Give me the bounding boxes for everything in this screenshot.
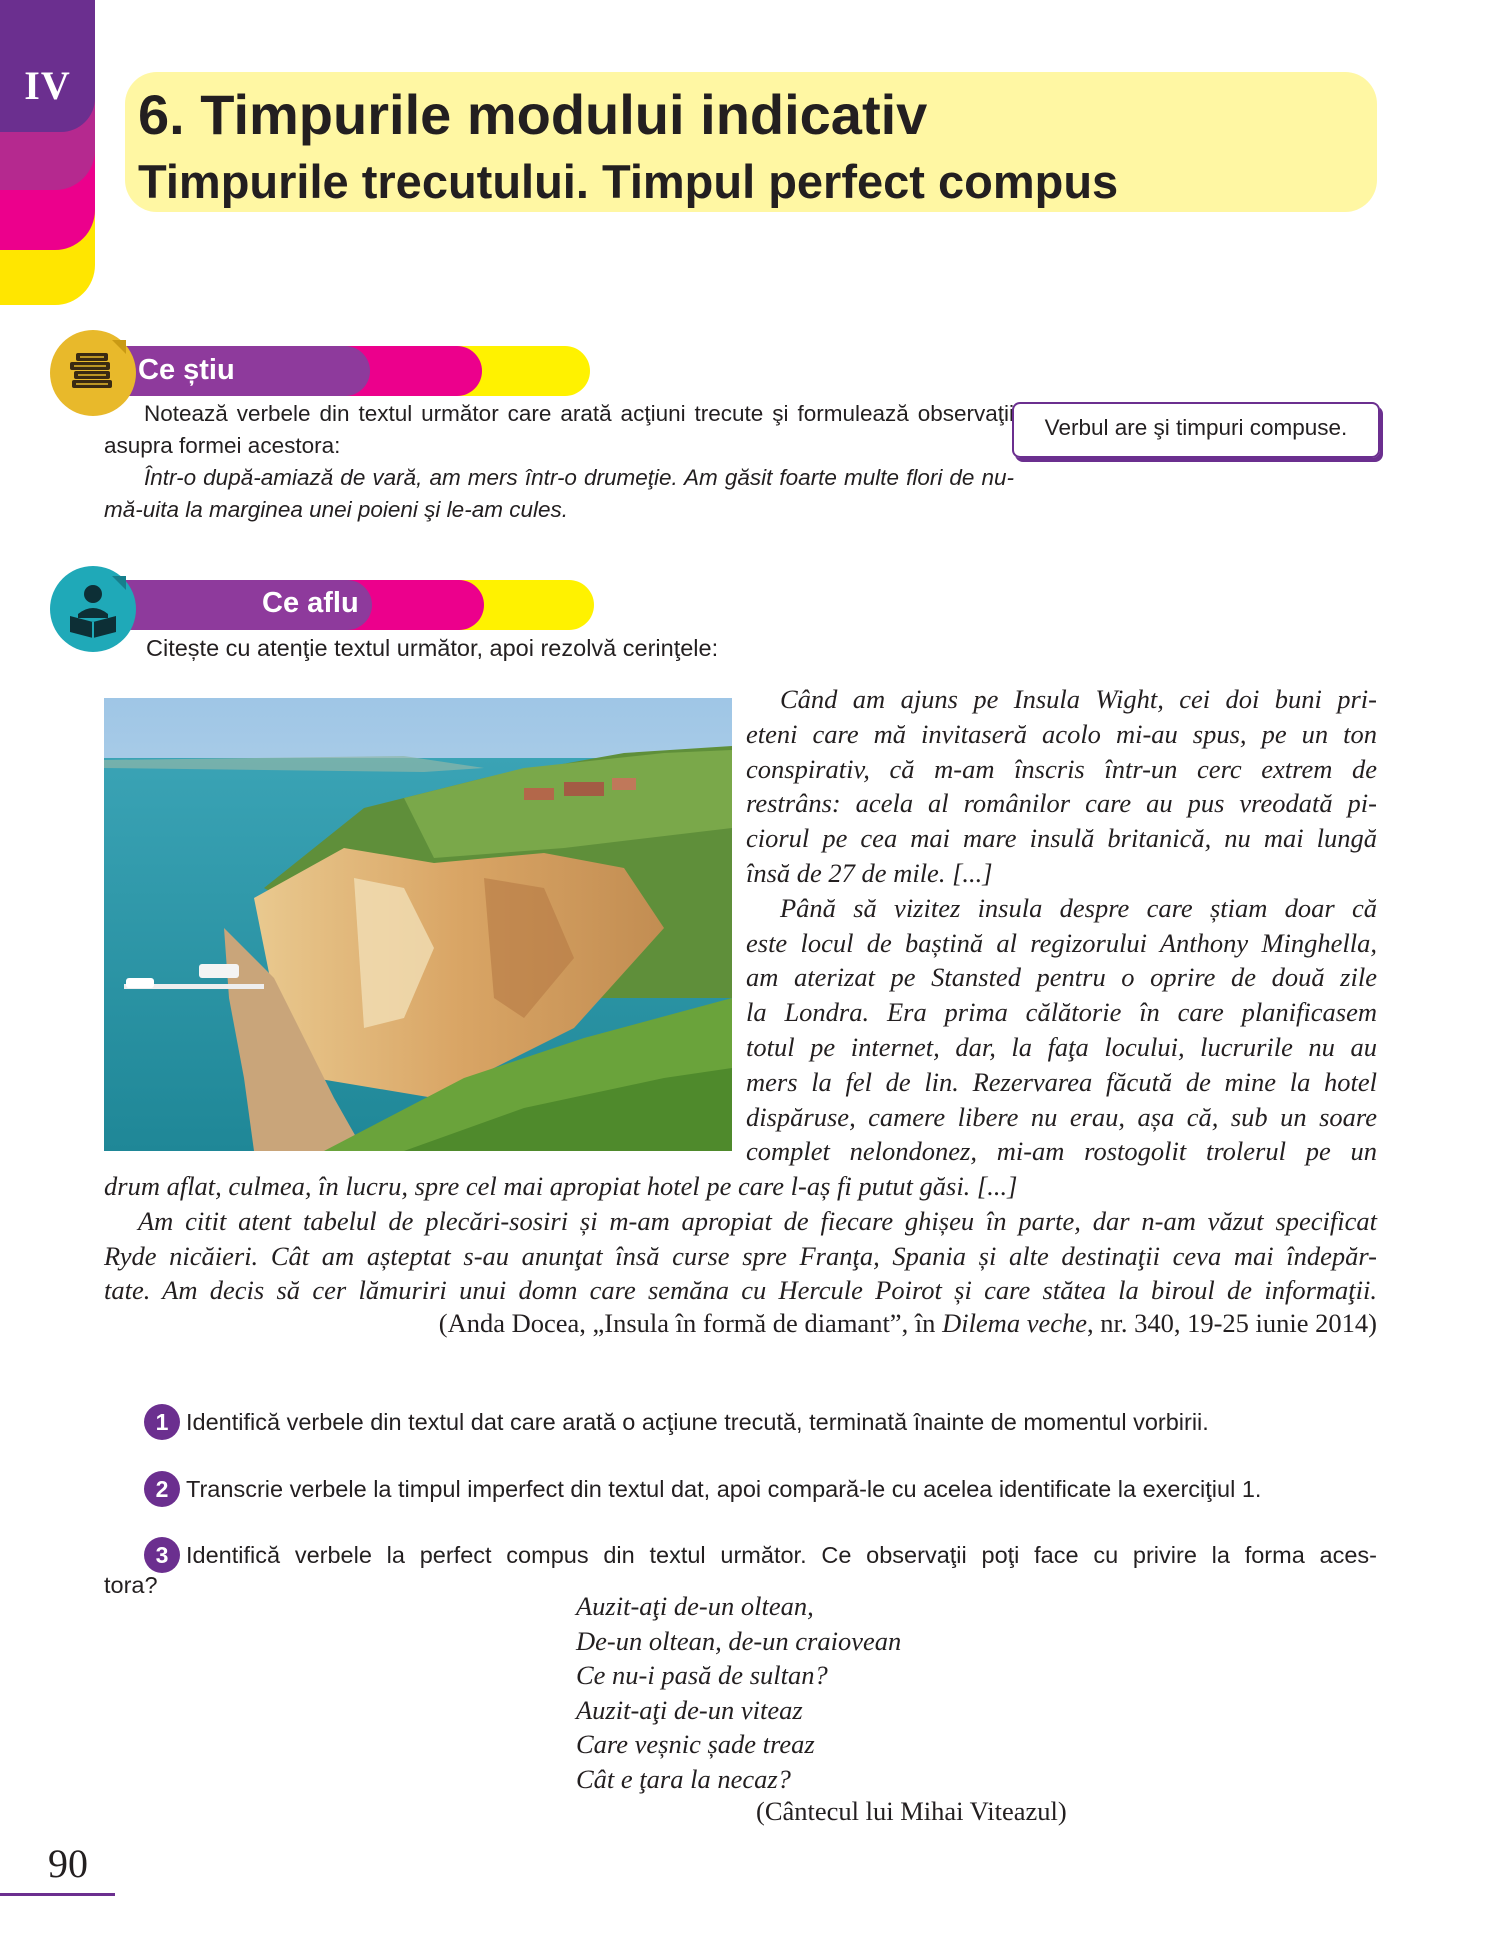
reading-line: la Londra. Era prima călătorie în care planificasem [746,997,1377,1028]
poem-line: Auzit-aţi de-un viteaz [576,1694,803,1725]
poem-line: De-un oltean, de-un craiovean [576,1625,902,1656]
reading-line: drum aflat, culmea, în lucru, spre cel mai apropiat hotel pe care l-aș fi putut găsi. [...] [104,1171,1018,1201]
citation-prefix: (Anda Docea, „Insula în formă de diamant”, în [438,1308,943,1338]
reading-line: restrâns: acela al românilor care au pus vreodată pi- [746,788,1377,819]
reading-line: complet nelondonez, mi-am rostogolit trolerul pe un [746,1136,1377,1167]
reading-line: am aterizat pe Stansted pentru o oprire de două zile [746,962,1377,993]
page-number: 90 [48,1841,88,1886]
citation-suffix: , nr. 340, 19-25 iunie 2014) [1087,1308,1377,1338]
reading-line: ciorul pe cea mai mare insulă britanică, nu mai lungă [746,823,1377,854]
poem [576,1589,901,1797]
reading-line: mers la fel de lin. Rezervarea făcută de mine la hotel [746,1066,1377,1097]
chapter-number: IV [24,63,71,108]
reading-line: conspirativ, că m-am înscris într-un cerc extrem de [746,753,1377,784]
citation-journal: Dilema veche [942,1308,1087,1338]
exercise-text-continued: tora? [104,1572,158,1598]
exercise-number: 2 [144,1471,180,1507]
section-learn-label: Ce aflu [262,587,359,619]
exercise-number: 1 [144,1404,180,1440]
reading-line: Ryde nicăieri. Cât am așteptat s-au anunţat însă curse spre Franţa, Spania și alte destinaţii ceva mai îndepăr- [104,1240,1377,1271]
reading-line: eteni care mă invitaseră acolo mi-au spus, pe un ton [746,718,1377,749]
lesson-subtitle: Timpurile trecutului. Timpul perfect compus [138,155,1119,208]
reading-line: Până să vizitez insula despre care știam doar că [780,892,1377,923]
reading-line: însă de 27 de mile. [...] [746,857,993,888]
note-box: Verbul are şi timpuri compuse. [1012,402,1380,458]
section-know-label: Ce știu [138,354,235,386]
poem-line: Ce nu-i pasă de sultan? [576,1660,828,1691]
know-instruction: Notează verbele din textul următor care arată acţiuni trecute şi formulează observaţii asupra formei acestora: [104,401,1014,458]
page-number-rule [0,1893,115,1896]
reading-column [746,682,1377,1169]
know-example: Într-o după-amiază de vară, am mers într-o drumeţie. Am găsit foarte multe flori de nu-mă-uita la marginea unei poieni şi le-am cules. [104,465,1014,522]
reading-line: tate. Am decis să cer lămuriri unui domn care semăna cu Hercule Poirot și care stătea la biroul de informaţii. [104,1275,1377,1306]
reading-full-width [104,1169,1377,1308]
poem-source: (Cântecul lui Mihai Viteazul) [756,1796,1067,1826]
exercise-text: Identifică verbele la perfect compus din textul următor. Ce observaţii poţi face cu privire la forma aces- [186,1542,1377,1568]
poem-line: Care veșnic șade treaz [576,1729,815,1760]
reading-line: Am citit atent tabelul de plecări-sosiri și m-am apropiat de fiecare ghișeu în parte, dar n-am văzut specificat [138,1205,1377,1236]
poem-line: Cât e ţara la necaz? [576,1763,791,1794]
reader-book-icon [50,566,136,652]
reading-line: Când am ajuns pe Insula Wight, cei doi buni pri- [780,684,1377,714]
reading-line: dispăruse, camere libere nu erau, așa că, sub un soare [746,1101,1377,1132]
exercise-text: Identifică verbele din textul dat care arată o acţiune trecută, terminată înainte de momentul vorbirii. [186,1409,1209,1435]
white-cliffs-coast-photo [104,698,732,1151]
reading-line: totul pe internet, dar, la faţa locului, lucrurile nu au [746,1031,1377,1062]
exercise-text: Transcrie verbele la timpul imperfect din textul dat, apoi compară-le cu acelea identificate la exerciţiul 1. [186,1476,1262,1502]
reading-citation [104,1308,1377,1339]
lesson-title: 6. Timpurile modului indicativ [138,83,928,146]
learn-instruction: Citește cu atenţie textul următor, apoi rezolvă cerinţele: [146,635,719,661]
exercise-number: 3 [144,1537,180,1573]
reading-line: este locul de baștină al regizorului Anthony Minghella, [746,927,1377,958]
poem-line: Auzit-aţi de-un oltean, [576,1591,814,1621]
